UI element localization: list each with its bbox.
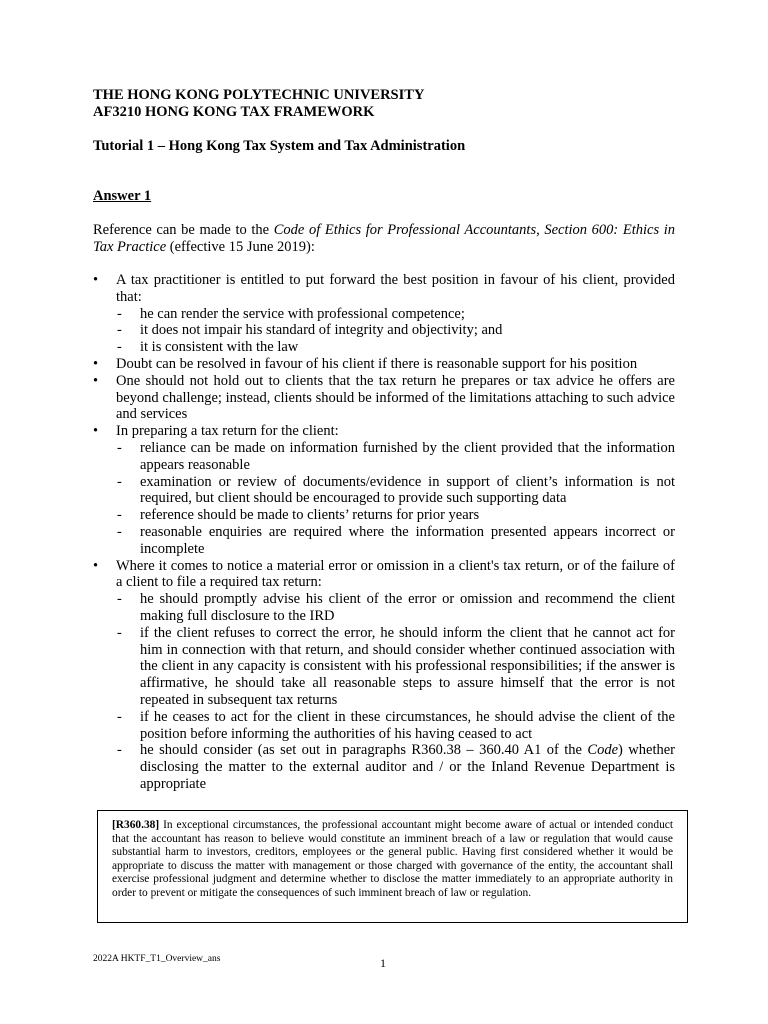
bullet-item: • A tax practitioner is entitled to put forward the best position in favour of his client, provided that:: [93, 272, 675, 306]
document-header: [93, 87, 424, 121]
quote-text: In exceptional circumstances, the professional accountant might become aware of actual or intended conduct that the accountant has reason to believe would constitute an imminent breach of a law or regulation that would cause substantial harm to investors, creditors, employees or the general public. Having first considered whether it would be appropriate to discuss the matter with management or those charged with governance of the entity, the accountant shall exercise professional judgment and determine whether to disclose the matter immediately to an appropriate authority in order to prevent or mitigate the consequences of such imminent breach of law or regulation.: [112, 819, 673, 899]
sub-item: - he should promptly advise his client of the error or omission and recommend the client making full disclosure to the IRD: [93, 591, 675, 625]
sub-item: - examination or review of documents/evidence in support of client’s information is not required, but client should be encouraged to provide such supporting data: [93, 474, 675, 508]
sub-item: - if the client refuses to correct the error, he should inform the client that he cannot act for him in connection with that return, and should consider whether continued association with the client in any capacity is consistent with his professional responsibilities; if the answer is affirmative, he should take all reasonable steps to assure himself that the error is not repeated in subsequent tax returns: [93, 625, 675, 709]
bullet-item: • Doubt can be resolved in favour of his client if there is reasonable support for his position: [93, 356, 675, 373]
course-title: AF3210 HONG KONG TAX FRAMEWORK: [93, 104, 375, 120]
sub-item: - reliance can be made on information furnished by the client provided that the information appears reasonable: [93, 440, 675, 474]
code-of-ethics-title: Code of Ethics for Professional Accountants, Section 600: Ethics in Tax Practice: [93, 222, 675, 255]
sub-item: - reference should be made to clients’ returns for prior years: [93, 507, 675, 524]
university-name: THE HONG KONG POLYTECHNIC UNIVERSITY: [93, 87, 425, 103]
answer-bullet-list: [93, 272, 675, 793]
sub-item: - he can render the service with professional competence;: [93, 306, 675, 323]
reference-suffix: (effective 15 June 2019):: [166, 239, 315, 255]
paragraph-label: [R360.38]: [112, 819, 160, 831]
sub-item: - it is consistent with the law: [93, 339, 675, 356]
tutorial-title: Tutorial 1 – Hong Kong Tax System and Tax Administration: [93, 138, 466, 154]
answer-heading: Answer 1: [93, 188, 152, 204]
sub-item: - it does not impair his standard of integrity and objectivity; and: [93, 322, 675, 339]
sub-item-text: ) whether disclosing the matter to the external auditor and / or the Inland Revenue Department is appropriate: [140, 742, 675, 792]
reference-paragraph: [93, 222, 675, 256]
bullet-item: • In preparing a tax return for the client:: [93, 423, 675, 440]
sub-item: - if he ceases to act for the client in these circumstances, he should advise the client of the position before informing the authorities of his having ceased to act: [93, 709, 675, 743]
reference-prefix: Reference can be made to the: [93, 222, 274, 238]
code-reference: Code: [587, 742, 619, 759]
sub-item-text: he should consider (as set out in paragraphs R360.38 – 360.40 A1 of the: [140, 742, 588, 759]
bullet-item: • Where it comes to notice a material error or omission in a client's tax return, or of the failure of a client to file a required tax return:: [93, 558, 675, 592]
footer-filename: 2022A HKTF_T1_Overview_ans: [93, 954, 221, 964]
page-number: 1: [380, 956, 386, 970]
bullet-item: • One should not hold out to clients that the tax return he prepares or tax advice he offers are beyond challenge; instead, clients should be informed of the limitations attaching to such advice and services: [93, 373, 675, 423]
r360-38-quote-box: [97, 810, 688, 923]
sub-item: - reasonable enquiries are required where the information presented appears incorrect or incomplete: [93, 524, 675, 558]
sub-item: [93, 742, 675, 792]
